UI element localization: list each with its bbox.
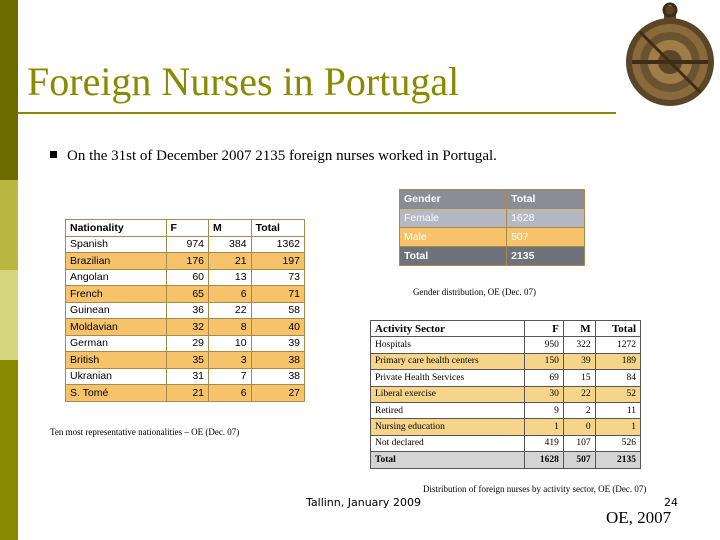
table-header-row [66, 220, 305, 237]
cell: 58 [251, 302, 304, 319]
cell: 2135 [595, 452, 640, 468]
cell: German [66, 335, 167, 352]
header-cell: Total [507, 190, 585, 209]
cell: 322 [563, 337, 595, 353]
cell: 197 [251, 253, 304, 270]
cell: 71 [251, 286, 304, 303]
cell: 13 [209, 269, 252, 286]
table-header-row [400, 190, 585, 209]
cell: Spanish [66, 236, 167, 253]
cell: Guinean [66, 302, 167, 319]
cell: 1362 [251, 236, 304, 253]
page-number: 24 [664, 496, 678, 509]
cell: Liberal exercise [371, 386, 525, 402]
bullet-square-icon [50, 151, 57, 158]
header-cell: F [166, 220, 209, 237]
cell: Private Health Services [371, 370, 525, 386]
cell: 2 [563, 402, 595, 418]
table-row [66, 286, 305, 303]
cell: 38 [251, 368, 304, 385]
table-row [66, 269, 305, 286]
cell: 384 [209, 236, 252, 253]
cell: Hospitals [371, 337, 525, 353]
table-row [371, 386, 641, 402]
footer-text: Tallinn, January 2009 [306, 496, 421, 509]
cell: Ukranian [66, 368, 167, 385]
nationality-caption: Ten most representative nationalities – OE (Dec. 07) [50, 427, 240, 437]
cell: 65 [166, 286, 209, 303]
gender-caption: Gender distribution, OE (Dec. 07) [413, 287, 536, 297]
cell: 189 [595, 353, 640, 369]
source-credit: OE, 2007 [606, 508, 672, 527]
cell: 29 [166, 335, 209, 352]
bullet-label: On the 31st of December 2007 2135 foreign nurses worked in Portugal. [67, 148, 497, 164]
table-row [66, 319, 305, 336]
table-row [371, 402, 641, 418]
table-row [66, 335, 305, 352]
decor-bar-3 [0, 270, 18, 360]
table-row [371, 419, 641, 435]
table-row [371, 370, 641, 386]
decor-bar-2 [0, 180, 18, 270]
cell: Nursing education [371, 419, 525, 435]
decor-bar-1 [0, 0, 18, 180]
header-cell: M [209, 220, 252, 237]
cell: 35 [166, 352, 209, 369]
cell: 10 [209, 335, 252, 352]
table-row [66, 352, 305, 369]
cell: 1 [595, 419, 640, 435]
table-row [66, 302, 305, 319]
table-row [66, 368, 305, 385]
cell: Total [400, 247, 507, 266]
cell: 11 [595, 402, 640, 418]
cell: 39 [251, 335, 304, 352]
cell: 526 [595, 435, 640, 451]
header-cell: Gender [400, 190, 507, 209]
cell: Moldavian [66, 319, 167, 336]
cell: Retired [371, 402, 525, 418]
table-row [400, 209, 585, 228]
cell: 1272 [595, 337, 640, 353]
cell: 9 [525, 402, 563, 418]
table-row [400, 228, 585, 247]
header-cell: F [525, 321, 563, 337]
table-row [66, 236, 305, 253]
table-row [400, 247, 585, 266]
cell: Primary care health centers [371, 353, 525, 369]
cell: 176 [166, 253, 209, 270]
slide-title: Foreign Nurses in Portugal [27, 59, 460, 104]
cell: 52 [595, 386, 640, 402]
cell: 73 [251, 269, 304, 286]
header-cell: Total [595, 321, 640, 337]
table-row [371, 452, 641, 468]
header-cell: Nationality [66, 220, 167, 237]
cell: 32 [166, 319, 209, 336]
cell: French [66, 286, 167, 303]
cell: S. Tomé [66, 385, 167, 402]
cell: 1 [525, 419, 563, 435]
cell: British [66, 352, 167, 369]
cell: 15 [563, 370, 595, 386]
table-row [371, 353, 641, 369]
gender-table [399, 189, 585, 266]
cell: 84 [595, 370, 640, 386]
activity-caption: Distribution of foreign nurses by activity sector, OE (Dec. 07) [423, 484, 647, 494]
cell: 974 [166, 236, 209, 253]
cell: 1628 [507, 209, 585, 228]
cell: Not declared [371, 435, 525, 451]
cell: 60 [166, 269, 209, 286]
cell: 1628 [525, 452, 563, 468]
cell: 7 [209, 368, 252, 385]
astrolabe-image [618, 0, 720, 116]
cell: Male [400, 228, 507, 247]
cell: 950 [525, 337, 563, 353]
cell: 38 [251, 352, 304, 369]
cell: 107 [563, 435, 595, 451]
cell: 150 [525, 353, 563, 369]
title-rule [18, 112, 616, 114]
cell: 8 [209, 319, 252, 336]
cell: 507 [507, 228, 585, 247]
table-header-row [371, 321, 641, 337]
cell: 31 [166, 368, 209, 385]
header-cell: M [563, 321, 595, 337]
cell: 21 [166, 385, 209, 402]
cell: 6 [209, 286, 252, 303]
cell: 22 [209, 302, 252, 319]
header-cell: Total [251, 220, 304, 237]
table-row [66, 385, 305, 402]
cell: 2135 [507, 247, 585, 266]
table-row [371, 337, 641, 353]
cell: 36 [166, 302, 209, 319]
cell: Brazilian [66, 253, 167, 270]
cell: 419 [525, 435, 563, 451]
header-cell: Activity Sector [371, 321, 525, 337]
cell: 3 [209, 352, 252, 369]
cell: Angolan [66, 269, 167, 286]
cell: 0 [563, 419, 595, 435]
activity-table [370, 320, 641, 469]
cell: 6 [209, 385, 252, 402]
cell: 21 [209, 253, 252, 270]
bullet-text [50, 148, 497, 165]
cell: 27 [251, 385, 304, 402]
cell: 507 [563, 452, 595, 468]
cell: 22 [563, 386, 595, 402]
cell: 40 [251, 319, 304, 336]
cell: Female [400, 209, 507, 228]
cell: 30 [525, 386, 563, 402]
cell: 39 [563, 353, 595, 369]
cell: Total [371, 452, 525, 468]
decor-bar-4 [0, 360, 18, 540]
table-row [371, 435, 641, 451]
cell: 69 [525, 370, 563, 386]
table-row [66, 253, 305, 270]
nationality-table [65, 219, 305, 402]
